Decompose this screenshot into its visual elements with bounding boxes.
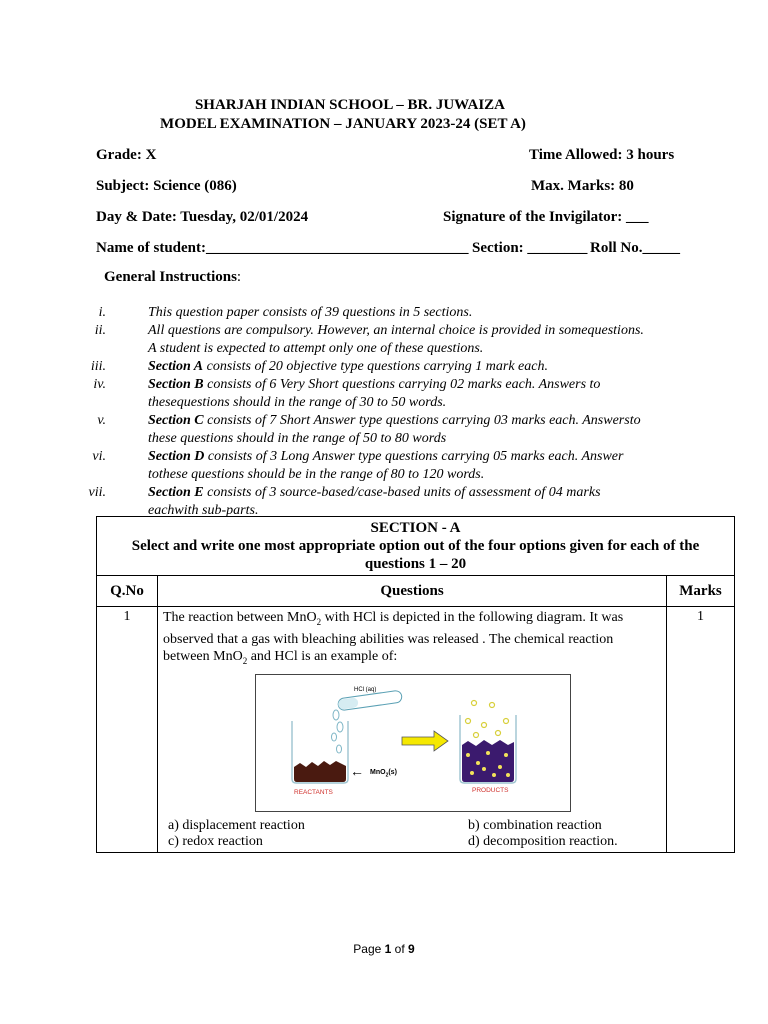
section-title: SECTION - A [370, 520, 461, 536]
reaction-diagram [255, 674, 571, 812]
option-c: c) redox reaction [168, 833, 263, 849]
marks-column-header: Marks [667, 576, 735, 607]
instruction-item: vi. Section D consists of 3 Long Answer type questions carrying 05 marks each. Answer tothese questions should be in the range of 80 to 120 words. [92, 449, 624, 482]
section-instruction: Select and write one most appropriate option out of the four options given for each of the questions 1 – 20 [131, 538, 700, 572]
reactant-beaker-icon [292, 721, 348, 783]
hcl-droplets-icon [332, 710, 344, 753]
subject: Subject: Science (086) [96, 178, 237, 194]
question-text: The reaction between MnO$_2$ with HCl is depicted in the following diagram. It was observed that a gas with bleaching abilities was released . The chemical reaction between MnO$_2$ and HCl is an example of: [163, 610, 624, 666]
roll-no-line: Roll No._____ [590, 240, 680, 256]
question-marks: 1 [667, 607, 735, 853]
instructions-list [88, 304, 650, 520]
max-marks: Max. Marks: 80 [531, 178, 634, 194]
section-a-table [96, 516, 735, 853]
instruction-item: v. Section C consists of 7 Short Answer type questions carrying 03 marks each. Answersto these questions should in the range of 50 to 80 words [97, 413, 641, 446]
instruction-item: ii. All questions are compulsory. However, an internal choice is provided in somequestions. A student is expected to attempt only one of these questions. [94, 323, 644, 356]
invigilator-signature: Signature of the Invigilator: ___ [443, 209, 649, 225]
questions-column-header: Questions [158, 576, 667, 607]
instruction-item: iv. Section B consists of 6 Very Short questions carrying 02 marks each. Answers to thesequestions should in the range of 30 to 50 words. [93, 377, 601, 410]
mno2-label: MnO$_2$(s) [370, 768, 397, 778]
product-beaker-icon [460, 700, 516, 783]
student-name-line: Name of student:___________________________________ [96, 240, 469, 256]
time-allowed: Time Allowed: 3 hours [529, 147, 675, 163]
reactants-label: REACTANTS [294, 788, 333, 796]
option-b: b) combination reaction [468, 817, 602, 833]
qno-column-header: Q.No [97, 576, 158, 607]
section-header [97, 517, 735, 576]
question-number: 1 [97, 607, 158, 853]
grade: Grade: X [96, 147, 157, 163]
section-line: Section: ________ [472, 240, 588, 256]
option-a: a) displacement reaction [168, 817, 305, 833]
products-label: PRODUCTS [472, 786, 509, 794]
exam-title: MODEL EXAMINATION – JANUARY 2023-24 (SET A) [160, 116, 526, 132]
table-row [97, 607, 735, 853]
instruction-item: vii. Section E consists of 3 source-based/case-based units of assessment of 04 marks eachwith sub-parts. [88, 485, 601, 518]
page-number: Page 1 of 9 [353, 942, 415, 956]
question-cell [158, 607, 667, 853]
option-d: d) decomposition reaction. [468, 833, 618, 849]
hcl-label: HCl (aq) [354, 686, 377, 693]
test-tube-icon [337, 690, 402, 711]
school-name: SHARJAH INDIAN SCHOOL – BR. JUWAIZA [194, 97, 506, 113]
day-date: Day & Date: Tuesday, 02/01/2024 [96, 209, 309, 225]
answer-options [168, 818, 661, 850]
instructions-heading: General Instructions: [104, 269, 242, 285]
instruction-item: i. This question paper consists of 39 questions in 5 sections. [98, 305, 473, 320]
pointer-arrow-icon: ← [350, 764, 364, 780]
instruction-item: iii. Section A consists of 20 objective type questions carrying 1 mark each. [90, 359, 548, 374]
reaction-arrow-icon [402, 731, 448, 751]
